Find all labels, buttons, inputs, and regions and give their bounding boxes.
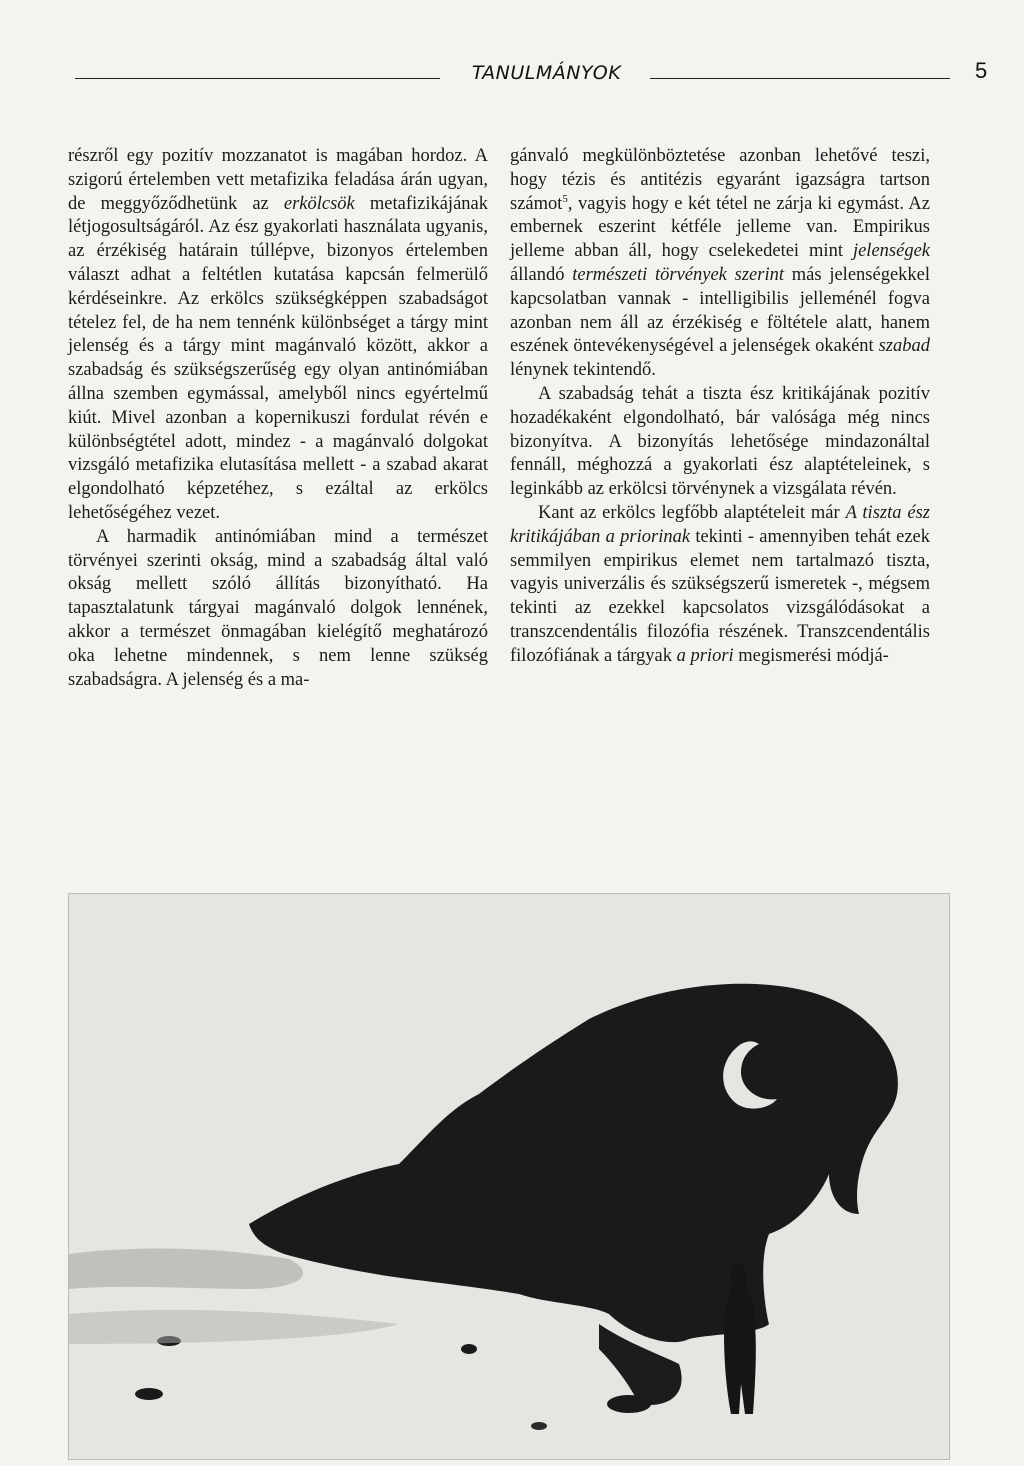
italic-term: a priori	[676, 645, 734, 666]
paragraph: A harmadik antinómiában mind a természet törvényei szerinti okság, mind a szabadság által való okság mellett szóló állítás bizonyítható. Ha tapasztalatunk tárgyai magánvaló dolgok lennének, akkor a természet önmagában kielégítő meghatározó oka lehetne mindennek, s nem lenne szükség szabadságra. A jelenség és a ma-	[68, 526, 488, 690]
stone	[531, 1422, 547, 1430]
stone	[607, 1395, 651, 1413]
text-run: tekinti - amennyiben tehát ezek semmilyen empirikus elemet nem tartalmazó tiszta, vagyis univerzális és szükségszerű ismeretek -, mégsem tekinti az ezekkel kapcsolatos vizsgálódásokat a transzcendentális filozófia részének. Transzcendentális filozófiának a tárgyak	[510, 526, 930, 666]
running-header	[75, 58, 988, 92]
paragraph: A szabadság tehát a tiszta ész kritikájának pozitív hozadékaként elgondolható, bár valósága még nincs bizonyítva. A bizonyítás lehetősége mindazonáltal fennáll, méghozzá a gyakorlati ész alaptételeinek, s leginkább az erkölcsi törvénynek a vizsgálata révén.	[510, 383, 930, 500]
ink-illustration	[68, 893, 950, 1460]
paragraph	[510, 145, 930, 383]
page-number: 5	[975, 58, 988, 83]
italic-term: A tiszta ész kritikájában a priorinak	[510, 502, 930, 547]
right-column	[510, 145, 930, 669]
italic-term: erkölcsök	[283, 193, 355, 214]
section-title: TANULMÁNYOK	[471, 62, 622, 84]
header-rule-left	[75, 78, 440, 79]
ink-drawing	[69, 894, 949, 1459]
text-run: , vagyis hogy e két tétel ne zárja ki egymást. Az embernek eszerint kétféle jelleme van. Empirikus jelleme abban áll, hogy cselekedetei mint	[510, 193, 930, 262]
paragraph	[510, 502, 930, 669]
text-run: megismerési módjá-	[733, 645, 889, 666]
text-run: Kant az erkölcs legfőbb alaptételeit már	[538, 502, 846, 523]
text-run: gánvaló megkülönböztetése azonban lehetővé teszi, hogy tézis és antitézis egyaránt igazságra tartson számot	[510, 146, 930, 214]
italic-term: természeti törvények szerint	[572, 264, 784, 285]
stone	[135, 1388, 163, 1400]
text-run: állandó	[510, 264, 573, 285]
footnote-marker: 5	[562, 192, 568, 205]
header-rule-right	[650, 78, 950, 79]
stone	[461, 1344, 477, 1354]
text-run: lénynek tekintendő.	[510, 360, 656, 381]
text-run: más jelenségekkel kapcsolatban vannak - intelligibilis jelleménél fogva azonban nem áll az érzékiség e föltétele alatt, hanem eszének öntevékenységével a jelenségek okaként	[510, 264, 931, 357]
text-run: részről egy pozitív mozzanatot is magában hordoz. A szigorú értelemben vett metafizika feladása árán ugyan, de meggyőződhetünk az	[68, 146, 488, 214]
italic-term: jelenségek	[852, 241, 930, 262]
left-column	[68, 145, 488, 692]
italic-term: szabad	[878, 336, 930, 357]
text-run: metafizikájának létjogosultságáról. Az ész gyakorlati használata ugyanis, az érzékiség határain túllépve, bizonyos értelemben választ adhat a feltétlen kutatása kapcsán felmerülő kérdéseinkre. Az erkölcs szükségképpen szabadságot tételez fel, de ha nem tennénk különbséget a tárgy mint jelenség és a tárgy mint magánvaló között, akkor a szabadság és szükségszerűség egy olyan antinómiában állna szemben egymással, amelyből nincs egyértelmű kiút. Mivel azonban a kopernikuszi fordulat révén e különbségtétel adott, mindez - a magánvaló dolgokat vizsgáló metafizika elutasítása mellett - a szabad akarat elgondolható képzetéhez, s ezáltal az erkölcs lehetőségéhez vezet.	[68, 193, 488, 523]
paragraph	[68, 145, 488, 526]
